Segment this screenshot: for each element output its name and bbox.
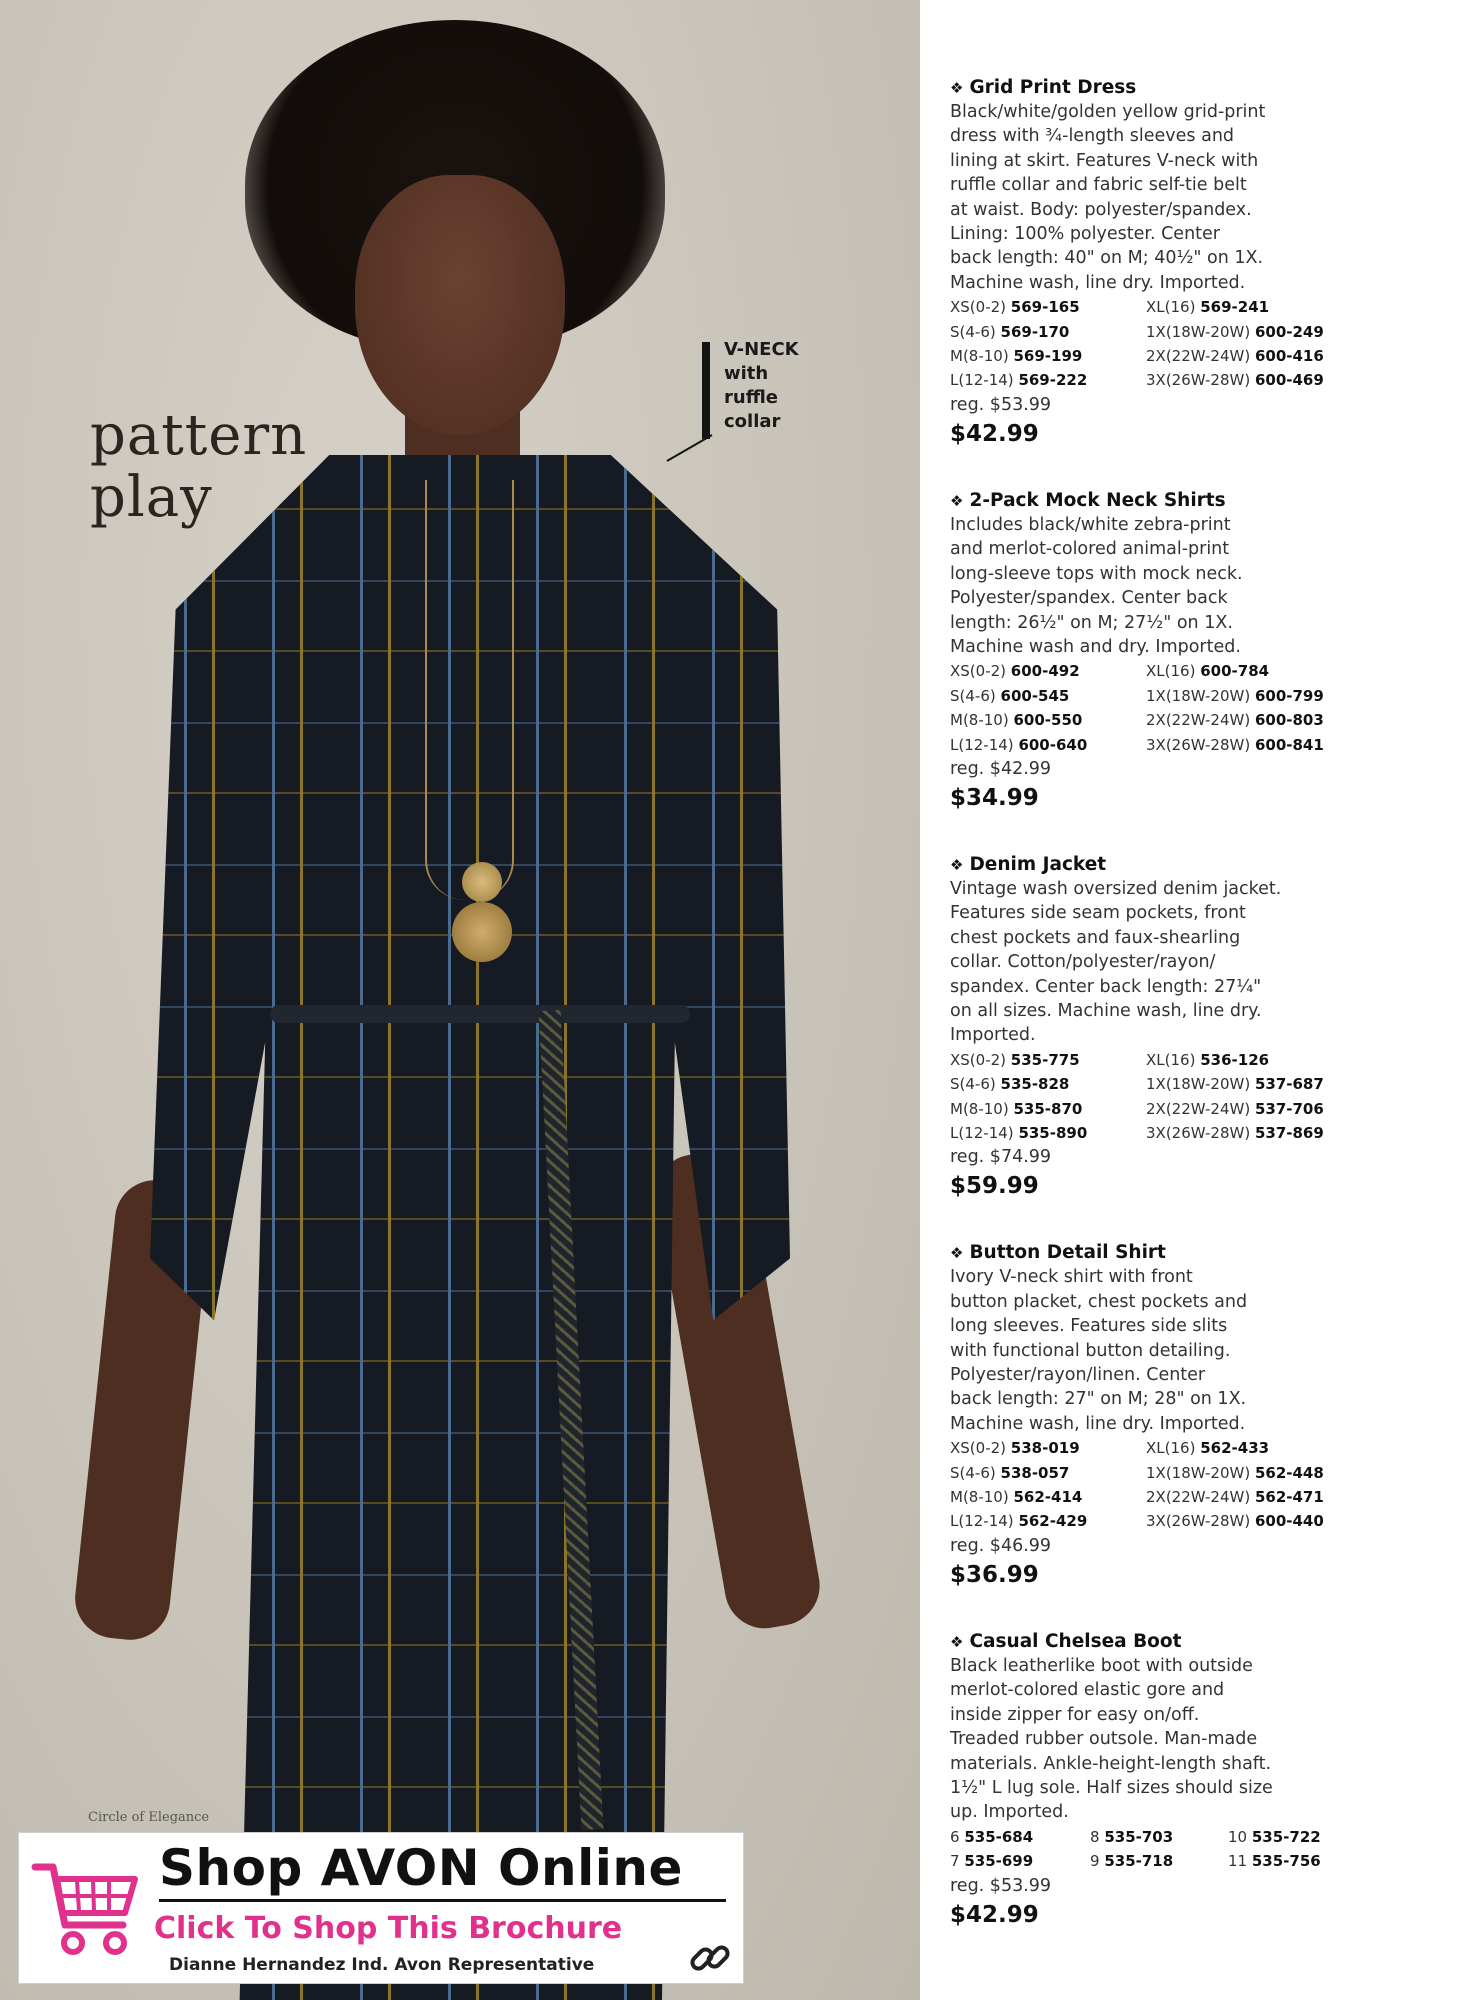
shopping-cart-icon <box>31 1853 141 1963</box>
shop-avon-banner[interactable] <box>18 1832 744 1984</box>
sale-price: $34.99 <box>950 784 1039 811</box>
size-code-item: M(8-10) 562-414 <box>950 1488 1083 1507</box>
size-code-item: 3X(26W-28W) 600-469 <box>1146 371 1324 390</box>
size-code-item: XL(16) 600-784 <box>1146 662 1270 681</box>
size-code-item: XL(16) 569-241 <box>1146 298 1270 317</box>
size-code-item: 2X(22W-24W) 600-416 <box>1146 347 1324 366</box>
product-name: ❖ Button Detail Shirt <box>950 1242 1166 1264</box>
size-code-item: L(12-14) 600-640 <box>950 735 1088 754</box>
banner-title: Shop AVON Online <box>159 1839 683 1897</box>
size-code-item: 11 535-756 <box>1228 1852 1321 1871</box>
shop-brochure-link[interactable]: Click To Shop This Brochure <box>154 1911 623 1946</box>
page-headline <box>90 405 307 529</box>
product-name: ❖ 2-Pack Mock Neck Shirts <box>950 489 1226 511</box>
sale-price: $36.99 <box>950 1561 1039 1588</box>
size-code-item: 3X(26W-28W) 537-869 <box>1146 1124 1324 1142</box>
size-code-item: 9 535-718 <box>1090 1852 1174 1871</box>
diamond-bullet-icon: ❖ <box>950 855 964 874</box>
size-code-item: 3X(26W-28W) 600-440 <box>1146 1512 1324 1531</box>
size-code-item: XS(0-2) 600-492 <box>950 662 1080 681</box>
size-code-item: L(12-14) 569-222 <box>950 371 1088 390</box>
size-code-item: 1X(18W-20W) 600-249 <box>1146 322 1324 341</box>
product-description: Ivory V-neck shirt with front button placket, chest pockets and long sleeves. Features side slits with functional button detailing. Polyester/rayon/linen. Center back length: 27" on M; 28" on 1X. Machine wash, line dry. Imported. <box>950 1267 1248 1434</box>
diamond-bullet-icon: ❖ <box>950 491 964 510</box>
chain-link-icon[interactable] <box>687 1935 733 1981</box>
size-code-item: 7 535-699 <box>950 1852 1034 1871</box>
size-code-item: S(4-6) 535-828 <box>950 1075 1070 1094</box>
sale-price: $59.99 <box>950 1173 1039 1200</box>
size-code-item: M(8-10) 600-550 <box>950 711 1083 730</box>
size-code-item: 3X(26W-28W) 600-841 <box>1146 735 1324 754</box>
necklace-chain <box>425 480 514 900</box>
size-code-list <box>950 659 1430 757</box>
product-description: Black leatherlike boot with outside merlot-colored elastic gore and inside zipper for easy on/off. Treaded rubber outsole. Man-made materials. Ankle-height-length shaft. 1½" L lug sole. Half sizes should size up. Imported. <box>950 1655 1273 1823</box>
product-name: ❖ Grid Print Dress <box>950 77 1137 98</box>
regular-price: reg. $46.99 <box>950 1535 1052 1556</box>
product-name: ❖ Denim Jacket <box>950 853 1107 875</box>
product-description: Vintage wash oversized denim jacket. Features side seam pockets, front chest pockets and faux-shearling collar. Cotton/polyester/rayon/ spandex. Center back length: 27¼" on all sizes. Machine wash, line dry. Imported. <box>950 878 1282 1046</box>
size-code-list <box>950 1048 1430 1146</box>
product-denim-jacket <box>950 853 1430 1203</box>
callout-line-2: with <box>724 363 769 384</box>
size-code-item: 1X(18W-20W) 537-687 <box>1146 1075 1324 1094</box>
product-description: Includes black/white zebra-print and merlot-colored animal-print long-sleeve tops with mock neck. Polyester/spandex. Center back length: 26½" on M; 27½" on 1X. Machine wash and dry. Imported. <box>950 514 1243 657</box>
size-code-list <box>950 1436 1430 1534</box>
size-code-item: 1X(18W-20W) 600-799 <box>1146 686 1324 705</box>
banner-divider <box>159 1899 726 1902</box>
size-code-item: L(12-14) 562-429 <box>950 1512 1088 1531</box>
size-code-item: 6 535-684 <box>950 1827 1034 1846</box>
callout-line-1: V-NECK <box>724 339 799 360</box>
regular-price: reg. $53.99 <box>950 394 1052 415</box>
product-chelsea-boot <box>950 1630 1430 1932</box>
photo-credit: Circle of Elegance <box>88 1810 210 1825</box>
size-code-item: XS(0-2) 535-775 <box>950 1050 1080 1069</box>
size-code-item: M(8-10) 535-870 <box>950 1099 1083 1118</box>
regular-price: reg. $74.99 <box>950 1147 1052 1168</box>
size-code-list <box>950 1825 1430 1874</box>
diamond-bullet-icon: ❖ <box>950 79 964 97</box>
callout-pointer-line <box>666 434 712 462</box>
vneck-callout <box>724 338 799 434</box>
callout-bar <box>702 342 710 439</box>
size-code-item: 8 535-703 <box>1090 1827 1174 1846</box>
size-code-list <box>950 295 1430 393</box>
product-list <box>950 76 1430 1970</box>
size-code-item: XS(0-2) 569-165 <box>950 298 1080 317</box>
regular-price: reg. $42.99 <box>950 758 1052 779</box>
product-name: ❖ Casual Chelsea Boot <box>950 1630 1182 1652</box>
size-code-item: 2X(22W-24W) 562-471 <box>1146 1488 1324 1507</box>
product-button-detail-shirt <box>950 1241 1430 1591</box>
headline-line-1: pattern <box>90 403 308 468</box>
product-description: Black/white/golden yellow grid-print dress with ¾-length sleeves and lining at skirt. Features V-neck with ruffle collar and fabric self-tie belt at waist. Body: polyester/spandex. Lining: 100% polyester. Center back length: 40" on M; 40½" on 1X. Machine wash, line dry. Imported. <box>950 102 1266 293</box>
sale-price: $42.99 <box>950 1901 1039 1928</box>
size-code-item: XL(16) 536-126 <box>1146 1050 1270 1069</box>
product-mock-neck-shirts <box>950 489 1430 815</box>
size-code-item: L(12-14) 535-890 <box>950 1124 1088 1142</box>
self-tie-belt <box>270 1005 690 1023</box>
size-code-item: S(4-6) 538-057 <box>950 1463 1070 1482</box>
representative-name: Dianne Hernandez Ind. Avon Representative <box>169 1955 595 1975</box>
size-code-item: XS(0-2) 538-019 <box>950 1439 1080 1458</box>
callout-line-4: collar <box>724 411 781 432</box>
size-code-item: S(4-6) 569-170 <box>950 322 1070 341</box>
headline-line-2: play <box>90 465 213 530</box>
diamond-bullet-icon: ❖ <box>950 1632 964 1651</box>
diamond-bullet-icon: ❖ <box>950 1244 964 1263</box>
size-code-item: 2X(22W-24W) 600-803 <box>1146 711 1324 730</box>
regular-price: reg. $53.99 <box>950 1875 1052 1896</box>
size-code-item: 2X(22W-24W) 537-706 <box>1146 1099 1324 1118</box>
sale-price: $42.99 <box>950 420 1039 447</box>
size-code-item: XL(16) 562-433 <box>1146 1439 1270 1458</box>
necklace-pendant-large <box>452 902 512 962</box>
callout-line-3: ruffle <box>724 387 778 408</box>
size-code-item: 1X(18W-20W) 562-448 <box>1146 1463 1324 1482</box>
size-code-item: M(8-10) 569-199 <box>950 347 1083 366</box>
necklace-pendant-small <box>462 862 502 902</box>
product-grid-print-dress <box>950 76 1430 451</box>
size-code-item: S(4-6) 600-545 <box>950 686 1070 705</box>
model-face <box>355 175 565 435</box>
size-code-item: 10 535-722 <box>1228 1827 1321 1846</box>
